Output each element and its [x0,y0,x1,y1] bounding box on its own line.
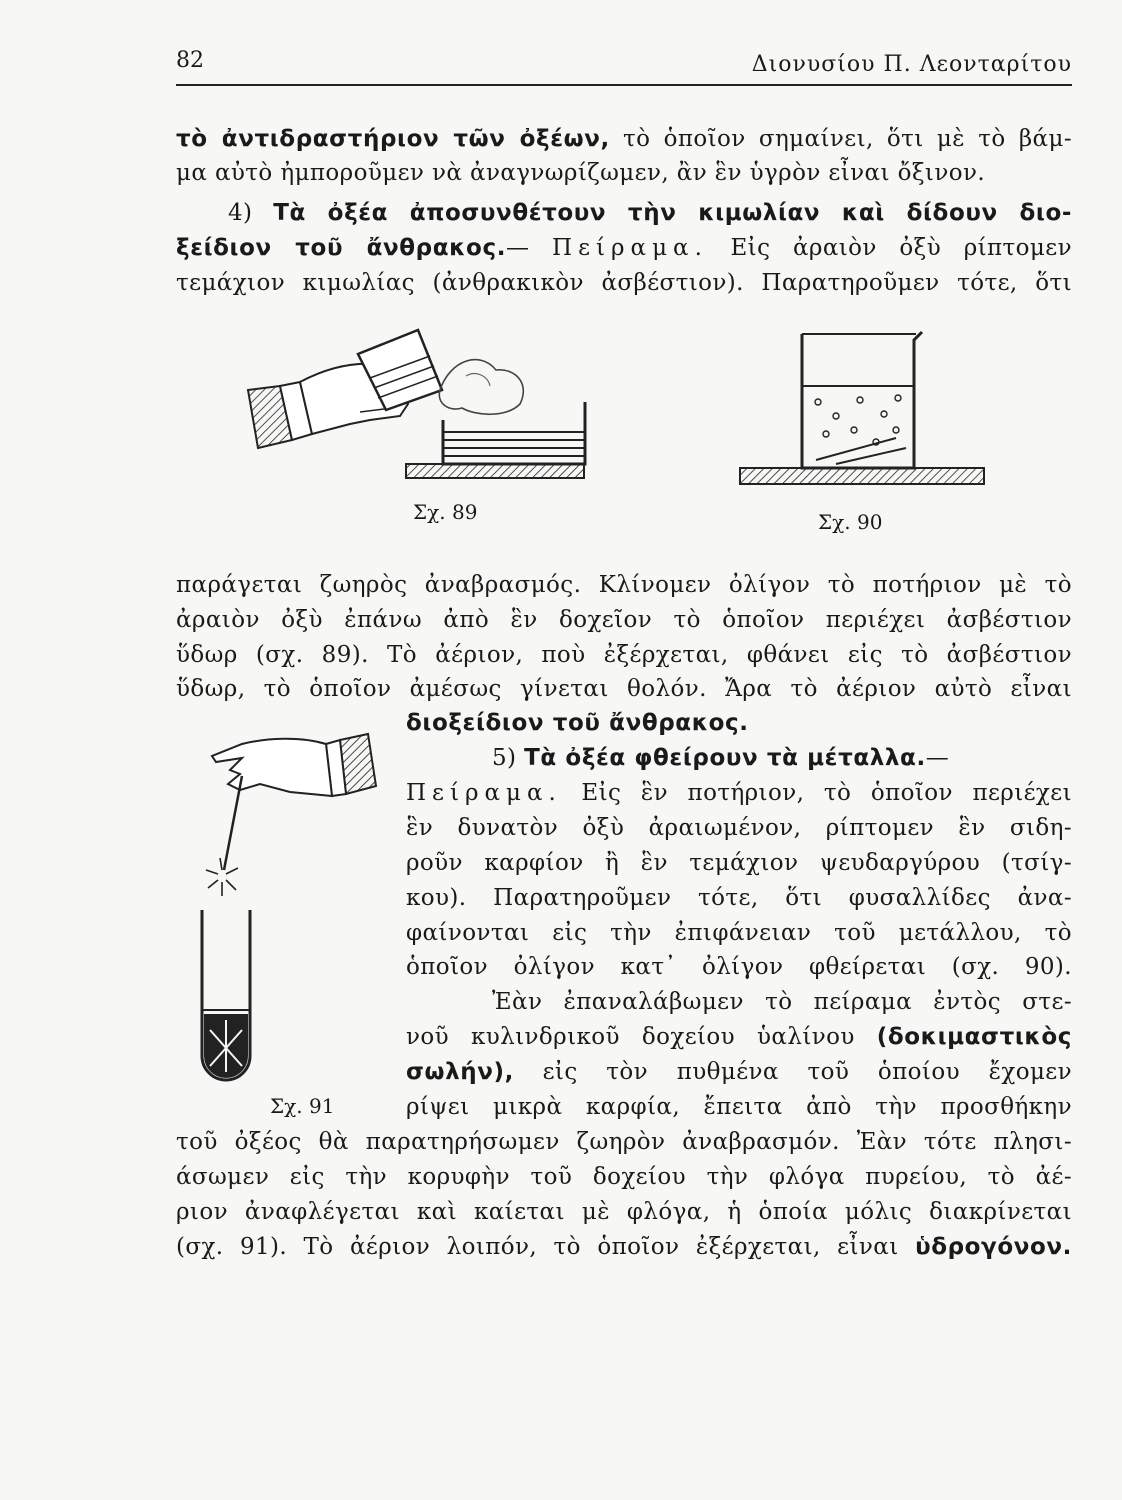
text-line: ἓν δυνατὸν ὀξὺ ἀραιωμένον, ρίπτομεν ἓν σιδη- [406,815,1072,841]
text-line: διοξείδιον τοῦ ἄνθρακος. [406,710,749,736]
text-line: φαίνονται εἰς τὴν ἐπιφάνειαν τοῦ μετάλλου, τὸ [406,920,1072,946]
text-line: παράγεται ζωηρὸς ἀναβρασμός. Κλίνομεν ὀλίγον τὸ ποτήριον μὲ τὸ [176,572,1072,598]
header-rule [176,84,1072,86]
text-line: 5) Τὰ ὀξέα φθείρουν τὰ μέταλλα.— [492,745,950,771]
text-line: ρίψει μικρὰ καρφία, ἔπειτα ἀπὸ τὴν προσθήκην [406,1094,1072,1120]
text-line: (σχ. 91). Τὸ ἀέριον λοιπόν, τὸ ὁποῖον ἐξέρχεται, εἶναι ὑδρογόνον. [176,1234,1072,1260]
text-line: τὸ ἀντιδραστήριον τῶν ὀξέων, τὸ ὁποῖον σημαίνει, ὅτι μὲ τὸ βάμ- [176,126,1072,152]
text-line: 4) Τὰ ὀξέα ἀποσυνθέτουν τὴν κιμωλίαν καὶ δίδουν διο- [228,200,1072,226]
text-line: Πείραμα. Εἰς ἓν ποτήριον, τὸ ὁποῖον περιέχει [406,780,1072,806]
page-header [176,44,1072,80]
text-line: νοῦ κυλινδρικοῦ δοχείου ὑαλίνου (δοκιμαστικὸς [406,1024,1072,1050]
text-line: ροῦν καρφίον ἢ ἓν τεμάχιον ψευδαργύρου (τσίγ- [406,850,1072,876]
figure-91-illustration [190,720,400,1090]
running-head: Διονυσίου Π. Λεονταρίτου [751,52,1072,77]
figure-90-illustration [736,326,988,490]
text-line: σωλήν), εἰς τὸν πυθμένα τοῦ ὁποίου ἔχομεν [406,1059,1072,1085]
text-line: ἀραιὸν ὀξὺ ἐπάνω ἀπὸ ἓν δοχεῖον τὸ ὁποῖον περιέχει ἀσβέστιον [176,607,1072,633]
text-line: ξείδιον τοῦ ἄνθρακος.— Πείραμα. Εἰς ἀραιὸν ὀξὺ ρίπτομεν [176,235,1072,261]
figure-90-caption: Σχ. 90 [818,510,883,534]
text-line: ὕδωρ (σχ. 89). Τὸ ἀέριον, ποὺ ἐξέρχεται, φθάνει εἰς τὸ ἀσβέστιον [176,642,1072,668]
text-line: κου). Παρατηροῦμεν τότε, ὅτι φυσαλλίδες ἀνα- [406,885,1072,911]
text-line: ὕδωρ, τὸ ὁποῖον ἀμέσως γίνεται θολόν. Ἄρα τὸ ἀέριον αὐτὸ εἶναι [176,676,1072,702]
text-line: τοῦ ὀξέος θὰ παρατηρήσωμεν ζωηρὸν ἀναβρασμόν. Ἐὰν τότε πλησι- [176,1129,1072,1155]
text-line: μα αὐτὸ ἠμποροῦμεν νὰ ἀναγνωρίζωμεν, ἂν ἓν ὑγρὸν εἶναι ὄξινον. [176,160,986,186]
figure-89-caption: Σχ. 89 [413,500,478,524]
figure-91-caption: Σχ. 91 [270,1094,335,1118]
text-line: ὁποῖον ὀλίγον κατ᾿ ὀλίγον φθείρεται (σχ. 90). [406,954,1072,980]
page-number: 82 [176,48,204,73]
text-line: άσωμεν εἰς τὴν κορυφὴν τοῦ δοχείου τὴν φλόγα πυρείου, τὸ ἀέ- [176,1164,1072,1190]
text-line: τεμάχιον κιμωλίας (ἀνθρακικὸν ἀσβέστιον). Παρατηροῦμεν τότε, ὅτι [176,270,1072,296]
text-line: Ἐὰν ἐπαναλάβωμεν τὸ πείραμα ἐντὸς στε- [492,989,1072,1015]
text-line: ριον ἀναφλέγεται καὶ καίεται μὲ φλόγα, ἡ ὁποία μόλις διακρίνεται [176,1199,1072,1225]
figure-89-illustration [240,320,600,492]
